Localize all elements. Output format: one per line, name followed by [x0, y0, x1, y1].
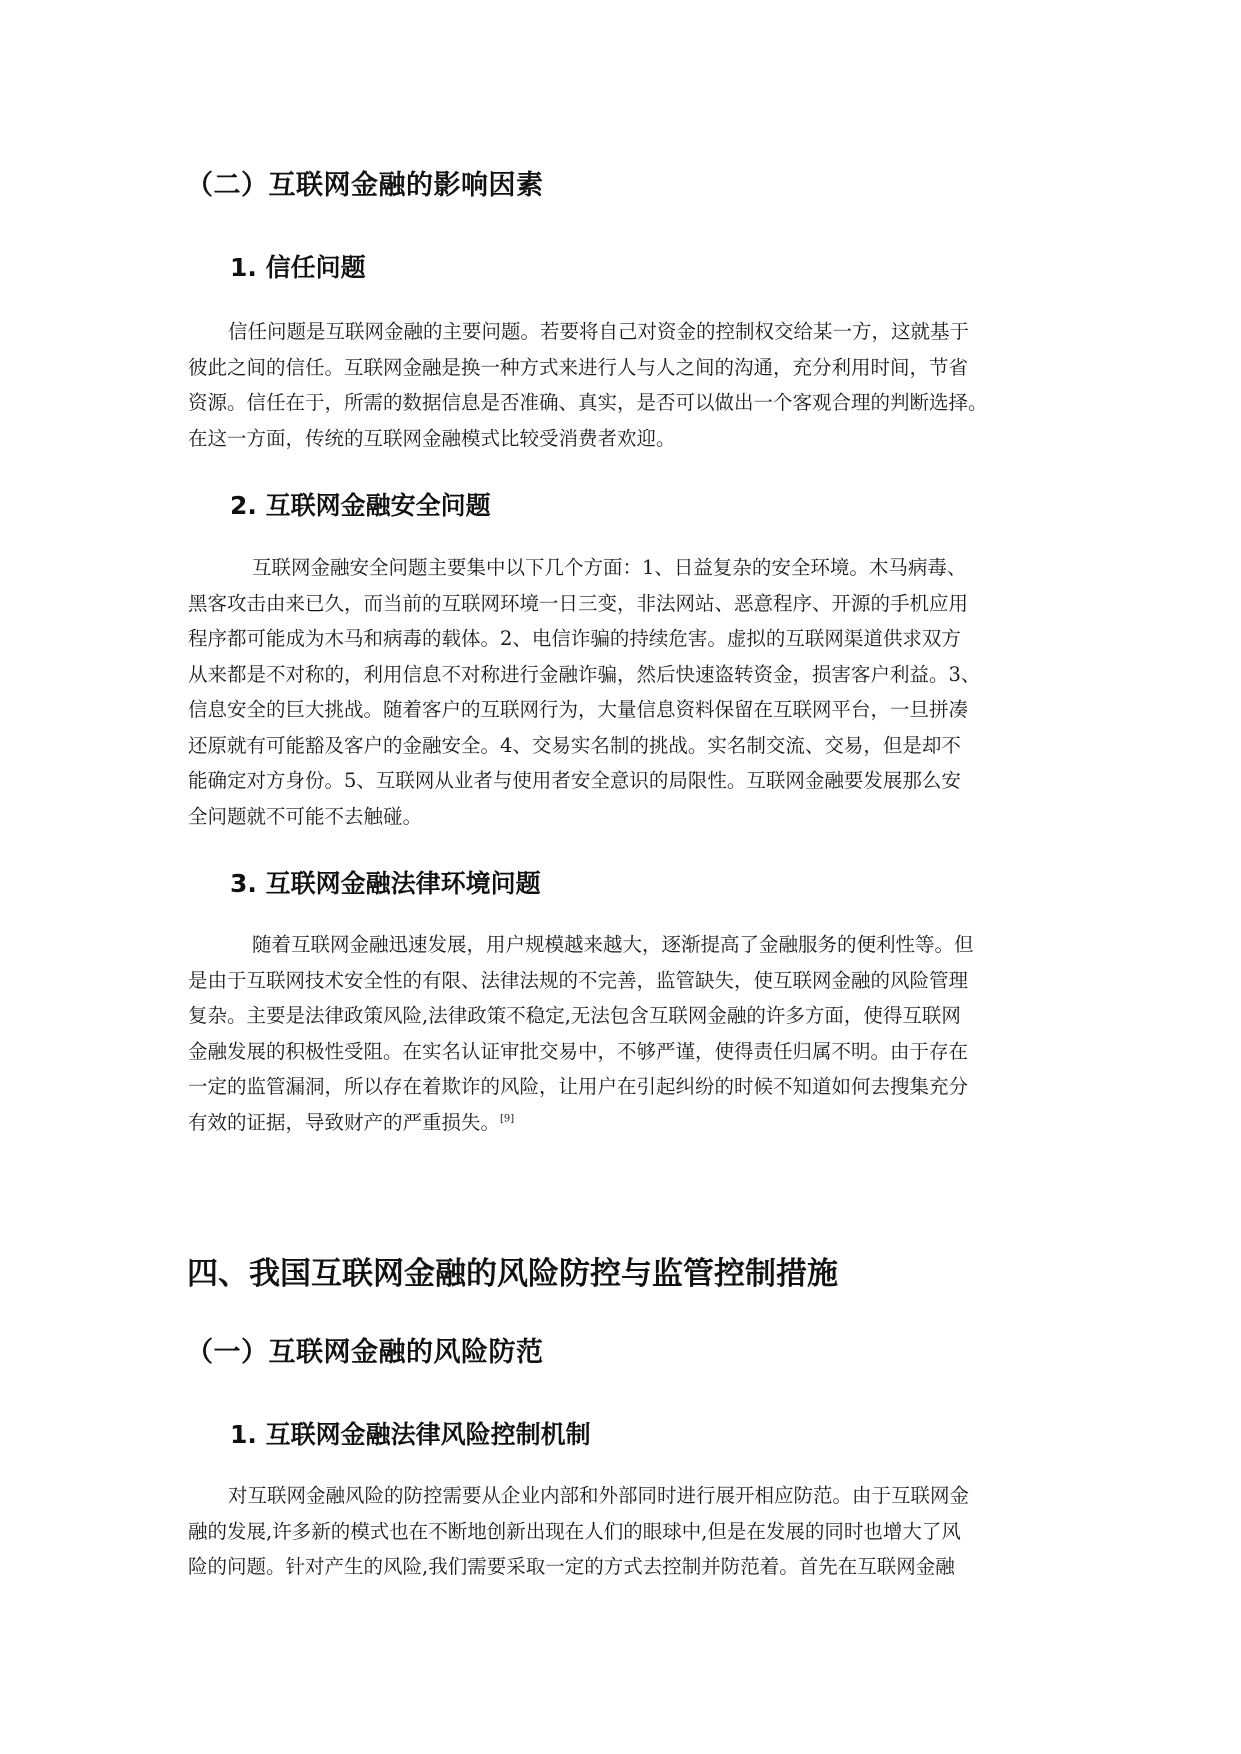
paragraph-line: 融的发展,许多新的模式也在不断地创新出现在人们的眼球中,但是在发展的同时也增大了风 — [188, 1519, 961, 1543]
subsection-heading-legal-risk-mechanism: 1. 互联网金融法律风险控制机制 — [230, 1420, 591, 1449]
subsection-heading-trust: 1. 信任问题 — [230, 253, 366, 282]
paragraph-line: 金融发展的积极性受阻。在实名认证审批交易中，不够严谨，使得责任归属不明。由于存在 — [188, 1039, 969, 1063]
paragraph-line: 全问题就不可能不去触碰。 — [188, 804, 423, 828]
paragraph-line: 从来都是不对称的，利用信息不对称进行金融诈骗，然后快速盗转资金，损害客户利益。3、 — [188, 662, 981, 686]
subsection-heading-legal-environment: 3. 互联网金融法律环境问题 — [230, 869, 541, 898]
paragraph-line: 是由于互联网技术安全性的有限、法律法规的不完善，监管缺失，使互联网金融的风险管理 — [188, 968, 969, 992]
paragraph-line-last — [188, 1105, 1052, 1141]
paragraph-line: 对互联网金融风险的防控需要从企业内部和外部同时进行展开相应防范。由于互联网金 — [228, 1484, 970, 1507]
paragraph-line: 黑客攻击由来已久，而当前的互联网环境一日三变，非法网站、恶意程序、开源的手机应用 — [188, 591, 969, 615]
paragraph-line: 彼此之间的信任。互联网金融是换一种方式来进行人与人之间的沟通，充分利用时间，节省 — [188, 355, 969, 379]
chapter-heading-risk-control: 四、我国互联网金融的风险防控与监管控制措施 — [187, 1256, 838, 1292]
paragraph-line: 还原就有可能豁及客户的金融安全。4、交易实名制的挑战。实名制交流、交易，但是却不 — [188, 733, 961, 757]
paragraph-line: 在这一方面，传统的互联网金融模式比较受消费者欢迎。 — [188, 426, 676, 450]
section-heading-risk-prevention: （一）互联网金融的风险防范 — [186, 1337, 544, 1368]
paragraph-line: 信息安全的巨大挑战。随着客户的互联网行为，大量信息资料保留在互联网平台，一旦拼凑 — [188, 698, 969, 721]
paragraph-line: 信任问题是互联网金融的主要问题。若要将自己对资金的控制权交给某一方，这就基于 — [228, 320, 970, 343]
paragraph-line: 一定的监管漏洞，所以存在着欺诈的风险，让用户在引起纠纷的时候不知道如何去搜集充分 — [188, 1075, 969, 1098]
section-heading-influence-factors: （二）互联网金融的影响因素 — [186, 170, 544, 201]
paragraph-line: 资源。信任在于，所需的数据信息是否准确、真实，是否可以做出一个客观合理的判断选择。 — [188, 391, 988, 414]
paragraph-line-text: 有效的证据，导致财产的严重损失。 — [188, 1110, 501, 1134]
paragraph-line: 随着互联网金融迅速发展，用户规模越来越大，逐渐提高了金融服务的便利性等。但 — [252, 933, 974, 956]
paragraph-legal-environment — [188, 927, 1052, 1140]
paragraph-line: 能确定对方身份。5、互联网从业者与使用者安全意识的局限性。互联网金融要发展那么安 — [188, 769, 961, 792]
subsection-heading-security: 2. 互联网金融安全问题 — [230, 491, 491, 520]
paragraph-trust — [188, 314, 1052, 456]
paragraph-line: 险的问题。针对产生的风险,我们需要采取一定的方式去控制并防范着。首先在互联网金融 — [188, 1555, 955, 1578]
paragraph-legal-risk-mechanism — [188, 1478, 1052, 1585]
paragraph-security — [188, 550, 1052, 834]
paragraph-line: 互联网金融安全问题主要集中以下几个方面：1、日益复杂的安全环境。木马病毒、 — [252, 556, 967, 579]
citation-reference: [9] — [500, 1113, 515, 1124]
paragraph-line: 复杂。主要是法律政策风险,法律政策不稳定,无法包含互联网金融的许多方面，使得互联网 — [188, 1004, 961, 1027]
paragraph-line: 程序都可能成为木马和病毒的载体。2、电信诈骗的持续危害。虚拟的互联网渠道供求双方 — [188, 627, 961, 650]
